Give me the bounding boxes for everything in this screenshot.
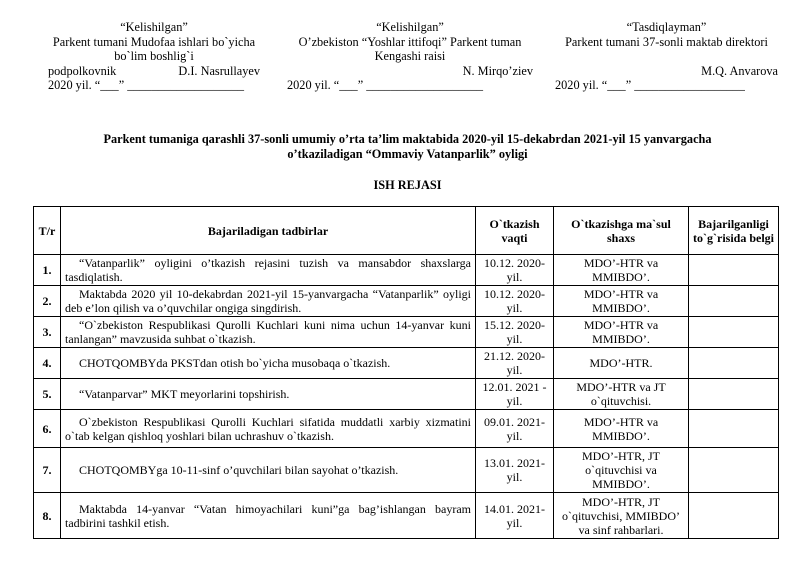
approval-title: “Kelishilgan” xyxy=(376,20,444,34)
approval-block-mudofaa xyxy=(48,20,260,93)
row-date: 10.12. 2020-yil. xyxy=(476,286,554,317)
row-number: 2. xyxy=(34,286,61,317)
document-heading xyxy=(40,132,775,162)
approval-org-line: bo`lim boshlig`i xyxy=(114,49,194,64)
document-heading-line: Parkent tumaniga qarashli 37-sonli umumiy o’rta ta’lim maktabida 2020-yil 15-dekabrdan 2021-yil 15 yanvargacha xyxy=(103,132,712,146)
table-row xyxy=(34,410,779,448)
approval-block-direktor xyxy=(555,20,778,93)
approval-signature-line xyxy=(555,64,778,79)
approval-signature-line xyxy=(48,64,260,79)
row-activity: Maktabda 14-yanvar “Vatan himoyachilari kuni”ga bag’ishlangan bayram tadbirini tashkil etish. xyxy=(61,493,476,539)
approval-name: D.I. Nasrullayev xyxy=(178,63,260,78)
approval-date-line: 2020 yil. “___” ___________________ xyxy=(48,78,245,93)
column-header-number: T/r xyxy=(34,207,61,255)
approval-org-line: O’zbekiston “Yoshlar ittifoqi” Parkent tuman xyxy=(298,34,522,49)
row-responsible: MDO’-HTR va MMIBDO’. xyxy=(554,255,689,286)
column-header-completion-mark: Bajarilganligi to`g`risida belgi xyxy=(689,207,779,255)
table-row xyxy=(34,317,779,348)
column-header-activity: Bajariladigan tadbirlar xyxy=(61,207,476,255)
table-row xyxy=(34,493,779,539)
row-responsible: MDO’-HTR va MMIBDO’. xyxy=(554,286,689,317)
row-activity: CHOTQOMBYga 10-11-sinf o’quvchilari bilan sayohat o’tkazish. xyxy=(61,448,476,493)
row-completion-mark xyxy=(689,410,779,448)
row-responsible: MDO’-HTR, JT o`qituvchisi, MMIBDO’ va sinf rahbarlari. xyxy=(554,493,689,539)
row-date: 10.12. 2020-yil. xyxy=(476,255,554,286)
row-activity: CHOTQOMBYda PKSTdan otish bo`yicha musobaqa o`tkazish. xyxy=(61,348,476,379)
row-number: 6. xyxy=(34,410,61,448)
work-plan-table xyxy=(33,206,779,539)
row-date: 15.12. 2020-yil. xyxy=(476,317,554,348)
approval-rank: podpolkovnik xyxy=(48,63,117,78)
row-responsible: MDO’-HTR, JT o`qituvchisi va MMIBDO’. xyxy=(554,448,689,493)
row-completion-mark xyxy=(689,379,779,410)
approval-name: N. Mirqo’ziev xyxy=(462,63,533,78)
row-responsible: MDO’-HTR va JT o`qituvchisi. xyxy=(554,379,689,410)
row-responsible: MDO’-HTR. xyxy=(554,348,689,379)
table-row xyxy=(34,348,779,379)
row-completion-mark xyxy=(689,255,779,286)
table-row xyxy=(34,448,779,493)
approval-org-spacer xyxy=(555,49,778,64)
row-number: 7. xyxy=(34,448,61,493)
row-completion-mark xyxy=(689,317,779,348)
approval-title: “Kelishilgan” xyxy=(120,20,188,34)
approval-org-line: Kengashi raisi xyxy=(374,49,446,64)
row-number: 3. xyxy=(34,317,61,348)
row-date: 21.12. 2020-yil. xyxy=(476,348,554,379)
table-row xyxy=(34,255,779,286)
table-header-row xyxy=(34,207,779,255)
row-responsible: MDO’-HTR va MMIBDO’. xyxy=(554,410,689,448)
approval-date-line: 2020 yil. “___” __________________ xyxy=(555,78,745,93)
row-activity: “Vatanparlik” oyligini o’tkazish rejasini tuzish va mansabdor shaxslarga tasdiqlatish. xyxy=(61,255,476,286)
approval-org-line: Parkent tumani Mudofaa ishlari bo`yicha xyxy=(52,34,256,49)
table-row xyxy=(34,286,779,317)
document-subtitle: ISH REJASI xyxy=(373,178,442,192)
row-activity: O`zbekiston Respublikasi Qurolli Kuchlari sifatida muddatli xarbiy xizmatini o`tab kelgan qishloq yoshlari bilan uchrashuv o`tkazish. xyxy=(61,410,476,448)
row-number: 1. xyxy=(34,255,61,286)
approval-block-yoshlar xyxy=(287,20,533,93)
row-date: 12.01. 2021 -yil. xyxy=(476,379,554,410)
row-number: 4. xyxy=(34,348,61,379)
row-date: 14.01. 2021-yil. xyxy=(476,493,554,539)
approval-name: M.Q. Anvarova xyxy=(701,63,778,78)
approval-title: “Tasdiqlayman” xyxy=(626,20,707,34)
row-date: 13.01. 2021-yil. xyxy=(476,448,554,493)
row-number: 5. xyxy=(34,379,61,410)
approval-date-line: 2020 yil. “___” ___________________ xyxy=(287,78,484,93)
row-completion-mark xyxy=(689,286,779,317)
row-number: 8. xyxy=(34,493,61,539)
row-completion-mark xyxy=(689,348,779,379)
table-row xyxy=(34,379,779,410)
approval-signature-line xyxy=(287,64,533,79)
row-activity: Maktabda 2020 yil 10-dekabrdan 2021-yil 15-yanvargacha “Vatanparlik” oyligi deb e’lon qilish va o’quvchilar ongiga singdirish. xyxy=(61,286,476,317)
row-responsible: MDO’-HTR va MMIBDO’. xyxy=(554,317,689,348)
row-activity: “Vatanparvar” MKT meyorlarini topshirish. xyxy=(61,379,476,410)
row-completion-mark xyxy=(689,493,779,539)
document-heading-line: o’tkaziladigan “Ommaviy Vatanparlik” oyligi xyxy=(287,147,528,161)
column-header-date: O`tkazish vaqti xyxy=(476,207,554,255)
approval-org-line: Parkent tumani 37-sonli maktab direktori xyxy=(565,34,768,49)
row-activity: “O`zbekiston Respublikasi Qurolli Kuchlari kuni nima uchun 14-yanvar kuni tanlangan” mavzusida suhbat o`tkazish. xyxy=(61,317,476,348)
row-completion-mark xyxy=(689,448,779,493)
column-header-responsible: O`tkazishga ma`sul shaxs xyxy=(554,207,689,255)
row-date: 09.01. 2021-yil. xyxy=(476,410,554,448)
